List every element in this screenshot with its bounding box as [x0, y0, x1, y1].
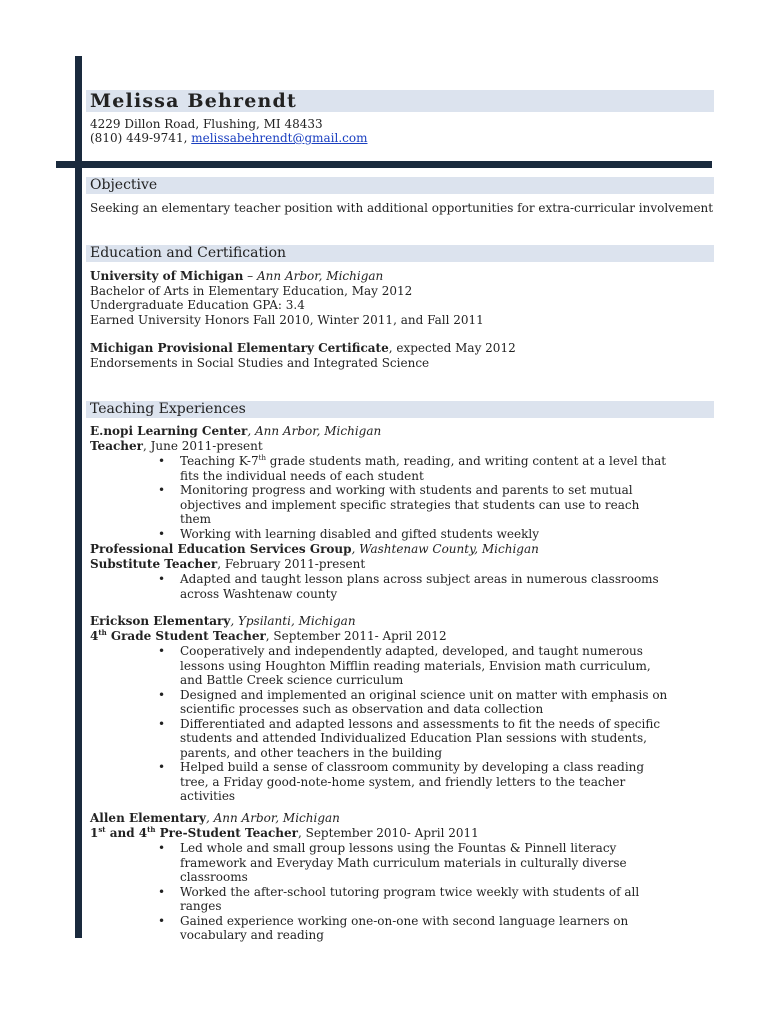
role-rest: Pre-Student Teacher — [155, 825, 298, 840]
job-org: Professional Education Services Group — [90, 542, 352, 556]
list-item — [158, 841, 668, 885]
bullet-icon: • — [158, 841, 166, 855]
job-role-line — [90, 826, 479, 841]
role-sup: th — [147, 824, 156, 834]
job-role-line — [90, 629, 447, 644]
role-sup: th — [98, 627, 107, 637]
left-accent-bar — [75, 56, 82, 938]
bullet-text: Adapted and taught lesson plans across subject areas in numerous classrooms across Washtenaw county — [180, 572, 659, 601]
job-org-line — [90, 811, 479, 826]
phone-email-line — [90, 131, 367, 145]
job-location: , Ann Arbor, Michigan — [247, 424, 382, 438]
objective-text: Seeking an elementary teacher position with additional opportunities for extra-curricular involvement — [90, 201, 714, 215]
list-item — [158, 760, 668, 804]
cert-line — [90, 341, 516, 356]
list-item — [158, 885, 668, 914]
bullet-icon: • — [158, 913, 166, 928]
job-role: Substitute Teacher — [90, 556, 218, 571]
job-org: Erickson Elementary — [90, 614, 231, 628]
bullet-text: Monitoring progress and working with students and parents to set mutual objectives and implement specific strategies that students can use to reach them — [180, 483, 640, 526]
cert-name: Michigan Provisional Elementary Certificate — [90, 341, 389, 355]
job-role-line — [90, 557, 539, 572]
bullet-icon: • — [158, 454, 166, 468]
gpa: Undergraduate Education GPA: 3.4 — [90, 298, 305, 312]
bullet-text: Helped build a sense of classroom community by developing a class reading tree, a Friday good-note-home system, and friendly letters to the teacher activities — [180, 760, 645, 803]
list-item — [158, 644, 668, 688]
job-location: , Ypsilanti, Michigan — [230, 614, 356, 628]
job-location: , Washtenaw County, Michigan — [351, 542, 539, 556]
school-sep: – — [243, 269, 257, 283]
bullet-sup: th — [258, 454, 266, 462]
list-item — [158, 914, 668, 943]
bullet-text: Gained experience working one-on-one with second language learners on vocabulary and reading — [180, 913, 629, 942]
job-bullets — [158, 644, 668, 804]
role-num: 4 — [90, 628, 99, 643]
job-header — [90, 424, 381, 453]
list-item — [158, 527, 668, 542]
bullet-icon: • — [158, 526, 166, 541]
phone: (810) 449-9741, — [90, 131, 188, 145]
job-dates: , September 2010- April 2011 — [297, 825, 479, 840]
bullet-icon: • — [158, 572, 166, 586]
list-item — [158, 572, 668, 601]
bullet-text: Teaching K-7 — [180, 454, 259, 468]
job-bullets — [158, 841, 668, 943]
job-location: , Ann Arbor, Michigan — [205, 811, 340, 825]
bullet-text: Differentiated and adapted lessons and assessments to fit the needs of specific students and attended Individualized Education Plan sessions with students, parents, and other teachers in the building — [180, 716, 661, 760]
bullet-icon: • — [158, 687, 166, 702]
education-title: Education and Certification — [90, 245, 287, 261]
objective-title: Objective — [90, 177, 158, 193]
job-dates: , February 2011-present — [217, 556, 366, 571]
role-rest: Grade Student Teacher — [106, 628, 266, 643]
address: 4229 Dillon Road, Flushing, MI 48433 — [90, 117, 323, 131]
bullet-text: Led whole and small group lessons using the Fountas & Pinnell literacy framework and Everyday Math curriculum materials in culturally diverse classrooms — [180, 841, 627, 884]
bullet-text-cont: grade students math, reading, and writing content at a level that fits the individual needs of each student — [180, 454, 667, 483]
email-link[interactable]: melissabehrendt@gmail.com — [191, 131, 368, 145]
bullet-text: Working with learning disabled and gifted students weekly — [180, 526, 539, 541]
role-mid: and 4 — [105, 825, 148, 840]
list-item — [158, 717, 668, 761]
list-item — [158, 688, 668, 717]
degree: Bachelor of Arts in Elementary Education, May 2012 — [90, 283, 413, 298]
job-header — [90, 811, 479, 840]
school-name: University of Michigan — [90, 269, 244, 283]
header-divider-bar — [56, 161, 712, 168]
contact-block — [90, 117, 367, 145]
bullet-text: Worked the after-school tutoring program twice weekly with students of all ranges — [180, 884, 640, 913]
job-org-line — [90, 542, 539, 557]
school-line — [90, 269, 484, 284]
job-role — [90, 826, 298, 840]
experience-title: Teaching Experiences — [90, 401, 246, 417]
job-dates: , September 2011- April 2012 — [265, 628, 447, 643]
job-dates: , June 2011-present — [142, 438, 263, 453]
bullet-icon: • — [158, 483, 166, 497]
job-header — [90, 614, 447, 643]
endorsements: Endorsements in Social Studies and Integrated Science — [90, 355, 430, 370]
list-item — [158, 483, 668, 527]
job-role — [90, 629, 266, 643]
job-bullets — [158, 454, 668, 541]
role-sup: st — [98, 824, 106, 834]
cert-date: , expected May 2012 — [388, 341, 516, 355]
bullet-icon: • — [158, 716, 166, 731]
job-org: Allen Elementary — [90, 811, 206, 825]
role-num: 1 — [90, 825, 99, 840]
job-role: Teacher — [90, 438, 143, 453]
job-role-line — [90, 439, 381, 454]
objective-band — [86, 177, 714, 194]
list-item — [158, 454, 668, 483]
school-location: Ann Arbor, Michigan — [257, 269, 384, 283]
certification-block — [90, 341, 516, 370]
job-org-line — [90, 614, 447, 629]
education-block — [90, 269, 484, 327]
job-org-line — [90, 424, 381, 439]
honors: Earned University Honors Fall 2010, Winter 2011, and Fall 2011 — [90, 312, 484, 327]
job-bullets — [158, 572, 668, 601]
job-org: E.nopi Learning Center — [90, 424, 248, 438]
bullet-text: Cooperatively and independently adapted, developed, and taught numerous lessons using Houghton Mifflin reading materials, Envision math curriculum, and Battle Creek science curriculum — [180, 644, 651, 687]
bullet-icon: • — [158, 760, 166, 774]
candidate-name: Melissa Behrendt — [90, 90, 298, 112]
job-header — [90, 542, 539, 571]
bullet-text: Designed and implemented an original science unit on matter with emphasis on scientific processes such as observation and data collection — [180, 687, 668, 716]
bullet-icon: • — [158, 884, 166, 899]
bullet-icon: • — [158, 644, 166, 658]
